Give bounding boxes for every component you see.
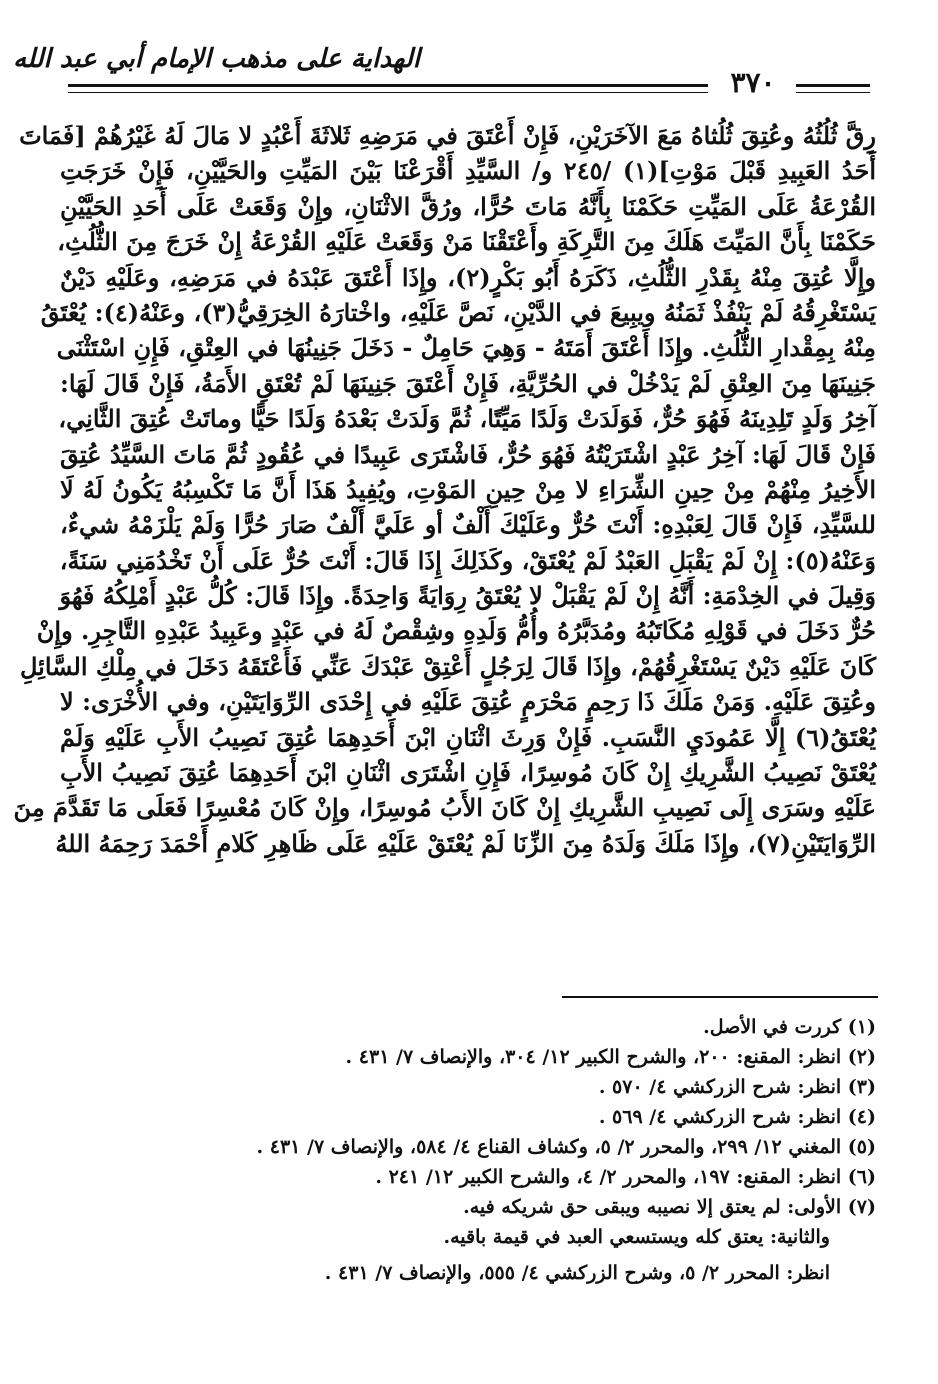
header-rule-thick — [68, 84, 708, 87]
text-line: الرِّوَايَتَيْنِ(٧)، وإِذَا مَلَكَ وَلَدَهُ مِنَ الزِّنَا لَمْ يُعْتَقْ عَلَيْهِ عَلَى ظَاهِرِ كَلامِ أَحْمَدَ رَحِمَهُ اللهُ — [55, 828, 876, 858]
footnote-1: (١) كررت في الأصل. — [703, 1016, 876, 1038]
footnote-7-sources: انظر: المحرر ٢/ ٥، وشرح الزركشي ٤/ ٥٥٥، والإنصاف ٧/ ٤٣١ . — [324, 1262, 830, 1284]
text-line: وَعَنْهُ(٥): إِنْ لَمْ يَقْبَلِ العَبْدُ لَمْ يُعْتَقْ، وكَذَلِكَ إِذَا قَالَ: أَنْتَ حُرٌّ عَلَى أَنْ تَخْدُمَنِي سَنَةً، — [59, 545, 876, 575]
footnotes — [140, 1012, 876, 1288]
text-line: حُرٌّ دَخَلَ في قَوْلِهِ مُكَاتَبُهُ ومُدَبَّرُهُ وأُمُّ وَلَدِهِ وشِقْصٌ لَهُ في عَبْدٍ وعَبِيدُ عَبْدِهِ التَّاجِرِ. وإِنْ — [36, 616, 876, 646]
text-line: القُرْعَةُ عَلَى المَيِّتِ حَكَمْنَا بِأَنَّهُ مَاتَ حُرًّا، ورُقَّ الاثْنَانِ، وإِنْ وَقَعَتْ عَلَى أَحَدِ الحَيَّيْنِ — [60, 191, 876, 221]
page-number: ٣٧٠ — [730, 66, 776, 99]
text-line: آخِرُ وَلَدٍ تَلِدِينَهُ فَهُوَ حُرٌّ، فَوَلَدَتْ وَلَدًا مَيِّتًا، ثُمَّ وَلَدَتْ بَعْدَهُ وَلَدًا حَيًّا وماتَتْ عُتِقَ الثَّانِي، — [58, 404, 876, 434]
text-line: عَلَيْهِ وسَرَى إِلَى نَصِيبِ الشَّرِيكِ إِنْ كَانَ الأَبُ مُوسِرًا، وإِنْ كَانَ مُعْسِرًا فَعَلَى مَا تَقَدَّمَ مِنَ — [13, 793, 876, 823]
text-line: يُعْتَقْ نَصِيبُ الشَّرِيكِ إِنْ كَانَ مُوسِرًا، فَإِنِ اشْتَرَى اثْنَانِ ابْنَ أَحَدِهِمَا عُتِقَ نَصِيبُ الأَبِ — [60, 758, 876, 788]
footnote-7-continuation: والثانية: يعتق كله ويستسعي العبد في قيمة باقيه. — [443, 1226, 830, 1248]
header-rule-thin-right — [796, 92, 870, 93]
footnote-separator — [562, 996, 878, 998]
running-title: الهداية على مذهب الإمام أبي عبد الله — [13, 44, 420, 74]
footnote-7: (٧) الأولى: لم يعتق إلا نصيبه ويبقى حق شريكه فيه. — [463, 1196, 876, 1218]
text-line: حَكَمْنَا بِأَنَّ المَيِّتَ هَلَكَ مِنَ التَّرِكَةِ وأَعْتَقْنَا مَنْ وَقَعَتْ عَلَيْهِ القُرْعَةُ إِنْ خَرَجَ مِنَ الثُّلُثِ، — [57, 227, 876, 257]
footnote-2: (٢) انظر: المقنع: ٢٠٠، والشرح الكبير ١٢/ ٣٠٤، والإنصاف ٧/ ٤٣١ . — [345, 1046, 876, 1068]
footnote-3: (٣) انظر: شرح الزركشي ٤/ ٥٧٠ . — [598, 1076, 876, 1098]
text-line: فَإِنْ قَالَ لَهَا: آخِرُ عَبْدٍ اشْتَرَيْتُهُ فَهُوَ حُرٌّ، فَاشْتَرَى عَبِيدًا في عُقُودٍ ثُمَّ مَاتَ السَّيِّدُ عُتِقَ — [60, 439, 876, 469]
text-line: جَنِينَهَا مِنَ العِتْقِ لَمْ يَدْخُلْ في الحُرِّيَّةِ، فَإِنْ أَعْتَقَ جَنِينَهَا لَمْ تُعْتَقِ الأَمَةُ، فَإِنْ قَالَ لَهَا: — [60, 368, 876, 398]
text-line: يُعْتَقُ(٦) إِلَّا عَمُودَيِ النَّسَبِ. فَإِنْ وَرِثَ اثْنَانِ ابْنَ أَحَدِهِمَا عُتِقَ نَصِيبُ الأَبِ عَلَيْهِ وَلَمْ — [60, 722, 876, 752]
text-line: وعُتِقَ عَلَيْهِ. وَمَنْ مَلَكَ ذَا رَحِمٍ مَحْرَمٍ عُتِقَ عَلَيْهِ في إِحْدَى الرِّوَايَتَيْنِ، وفي الأُخْرَى: لا — [60, 687, 876, 717]
text-line: وَقِيلَ في الخِدْمَةِ: أَنَّهُ إِنْ لَمْ يَقْبَلْ لا يُعْتَقُ رِوَايَةً وَاحِدَةً. وإِذَا قَالَ: كُلُّ عَبْدٍ أَمْلِكُهُ فَهُوَ — [59, 581, 876, 611]
text-line: يَسْتَغْرِقُهُ لَمْ يَنْفُذْ ثَمَنُهُ ويبِيعَ في الدَّيْنِ، نَصَّ عَلَيْهِ، واخْتارَهُ الخِرَقِيُّ(٣)، وعَنْهُ(٤): يُعْتَقُ — [40, 297, 876, 327]
footnote-6: (٦) انظر: المقنع: ١٩٧، والمحرر ٢/ ٤، والشرح الكبير ١٢/ ٢٤١ . — [375, 1166, 876, 1188]
body-text — [13, 118, 877, 861]
text-line: رِقَّ ثُلُثُهُ وعُتِقَ ثُلُثاهُ مَعَ الآخَرَيْنِ، فَإِنْ أَعْتَقَ في مَرَضِهِ ثَلاثَةَ أَعْبُدٍ لا مَالَ لَهُ غَيْرُهُمْ [فَمَاتَ — [19, 121, 876, 150]
text-line: للسَّيِّدِ، فَإِنْ قَالَ لِعَبْدِهِ: أَنْتَ حُرٌّ وعَلَيْكَ أَلْفٌ أو عَلَيَّ أَلْفٌ صَارَ حُرًّا وَلَمْ يَلْزَمْهُ شيءٌ، — [60, 510, 876, 540]
footnote-4: (٤) انظر: شرح الزركشي ٤/ ٥٦٩ . — [598, 1106, 876, 1128]
text-line: وإِلَّا عُتِقَ مِنْهُ بِقَدْرِ الثُّلُثِ، ذَكَرَهُ أَبُو بَكْرٍ(٢)، وإِذَا أَعْتَقَ عَبْدَهُ في مَرَضِهِ، وعَلَيْهِ دَيْنٌ — [60, 262, 877, 292]
text-line: أَحَدُ العَبِيدِ قَبْلَ مَوْتِ](١) /٢٤٥ و/ السَّيِّدِ أَقْرَعْنَا بَيْنَ المَيِّتِ والحَيَّيْنِ، فَإِنْ خَرَجَتِ — [60, 156, 876, 186]
text-line: كَانَ عَلَيْهِ دَيْنٌ يَسْتَغْرِقُهُمْ، وإِذَا قَالَ لِرَجُلٍ أَعْتِقْ عَبْدَكَ عَنِّي فَأَعْتَقَهُ دَخَلَ في مِلْكِ السَّائِلِ — [19, 651, 876, 681]
text-line: الأَخِيرُ مِنْهُمْ مِنْ حِينِ الشِّرَاءِ لا مِنْ حِينِ المَوْتِ، ويُفِيدُ هَذَا أَنَّ مَا تَكْسِبُهُ يَكُونُ لَهُ لَا — [60, 474, 876, 504]
text-line: مِنْهُ بِمِقْدارِ الثُّلُثِ. وإِذَا أَعْتَقَ أَمَتَهُ - وَهِيَ حَامِلٌ - دَخَلَ جَنِينُهَا في العِتْقِ، فَإِنِ اسْتَثْنَى — [56, 333, 876, 363]
footnote-5: (٥) المغني ١٢/ ٢٩٩، والمحرر ٢/ ٥، وكشاف القناع ٤/ ٥٨٤، والإنصاف ٧/ ٤٣١ . — [256, 1136, 876, 1158]
header-rule-thin — [68, 92, 708, 93]
header-rule-thick-right — [796, 84, 870, 87]
